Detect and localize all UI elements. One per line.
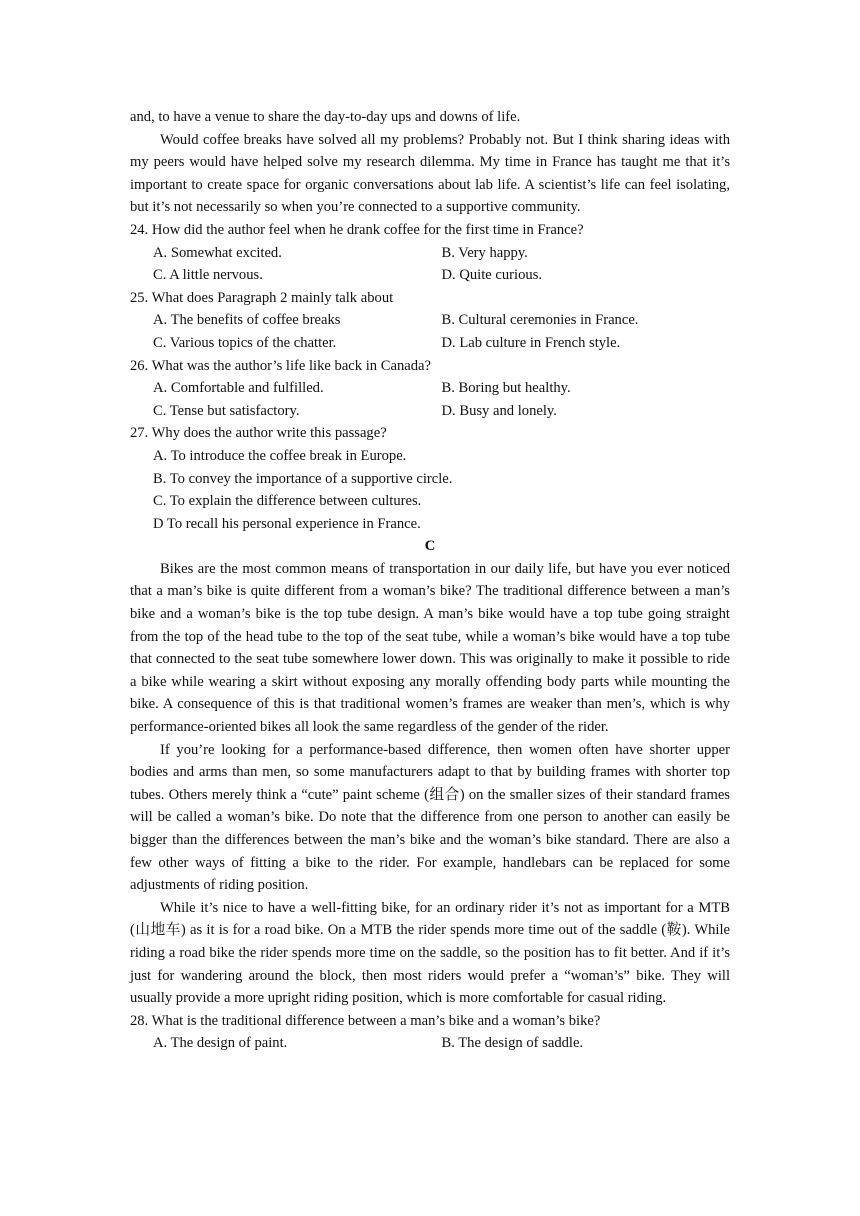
option-a[interactable]: A. Comfortable and fulfilled. [153, 380, 324, 397]
question-26 [130, 355, 730, 423]
option-b[interactable]: B. The design of saddle. [441, 1035, 584, 1052]
option-b[interactable]: B. Boring but healthy. [441, 380, 571, 397]
question-stem: 24. How did the author feel when he drank coffee for the first time in France? [130, 221, 584, 238]
question-27 [130, 422, 730, 535]
question-stem: 28. What is the traditional difference between a man’s bike and a woman’s bike? [130, 1012, 601, 1029]
passage-c-paragraph-2: If you’re looking for a performance-based difference, then women often have shorter upper bodies and arms than men, so some manufacturers adapt to that by building frames with shorter top tubes. Others merely think a “cute” paint scheme (组合) on the smaller sizes of their standard frames will be called a woman’s bike. Do note that the difference from one person to another can easily be bigger than the differences between the man’s bike and the woman’s bike standard. There are also a few other ways of fitting a bike to the rider. For example, handlebars can be replaced for some adjustments of riding position. [130, 741, 730, 894]
option-b[interactable]: B. To convey the importance of a supportive circle. [153, 470, 453, 487]
option-c[interactable]: C. A little nervous. [153, 267, 263, 284]
option-c[interactable]: C. Tense but satisfactory. [153, 402, 300, 419]
question-stem: 25. What does Paragraph 2 mainly talk about [130, 289, 394, 306]
option-b[interactable]: B. Cultural ceremonies in France. [441, 312, 639, 329]
passage-b-last-paragraph: Would coffee breaks have solved all my problems? Probably not. But I think sharing ideas with my peers would have helped solve my research dilemma. My time in France has taught me that it’s important to create space for organic conversations about lab life. A scientist’s life can feel isolating, but it’s not necessarily so when you’re connected to a supportive community. [130, 131, 730, 216]
option-a[interactable]: A. Somewhat excited. [153, 244, 282, 261]
page-content [130, 106, 730, 1055]
option-c[interactable]: C. To explain the difference between cultures. [153, 493, 422, 510]
option-a[interactable]: A. To introduce the coffee break in Europe. [153, 447, 407, 464]
option-d[interactable]: D To recall his personal experience in France. [153, 515, 421, 532]
option-d[interactable]: D. Lab culture in French style. [441, 334, 621, 351]
option-d[interactable]: D. Quite curious. [441, 267, 543, 284]
option-a[interactable]: A. The benefits of coffee breaks [153, 312, 341, 329]
section-heading: C [424, 538, 436, 555]
passage-c-paragraph-1: Bikes are the most common means of transportation in our daily life, but have you ever noticed that a man’s bike is quite different from a woman’s bike? The traditional difference between a man’s bike and a woman’s bike is the top tube design. A man’s bike would have a top tube going straight from the top of the head tube to the top of the seat tube, while a woman’s bike would have a top tube that connected to the seat tube somewhere lower down. This was originally to make it possible to ride a bike while wearing a skirt without exposing any morally offending body parts while mounting the bike. A consequence of this is that traditional women’s frames are weaker than men’s, which is why performance-oriented bikes all look the same regardless of the gender of the rider. [130, 560, 730, 736]
option-d[interactable]: D. Busy and lonely. [441, 402, 557, 419]
question-28 [130, 1010, 730, 1055]
option-b[interactable]: B. Very happy. [441, 244, 528, 261]
passage-b-paragraph-tail: and, to have a venue to share the day-to-day ups and downs of life. [130, 109, 521, 125]
option-c[interactable]: C. Various topics of the chatter. [153, 334, 337, 351]
passage-c-paragraph-3: While it’s nice to have a well-fitting bike, for an ordinary rider it’s not as important for a MTB (山地车) as it is for a road bike. On a MTB the rider spends more time out of the saddle (鞍). While riding a road bike the rider spends more time on the saddle, so the position has to fit better. And if it’s just for wandering around the block, then most riders would prefer a “woman’s” bike. They will usually provide a more upright riding position, which is more comfortable for casual riding. [130, 899, 730, 1007]
question-stem: 26. What was the author’s life like back in Canada? [130, 357, 431, 374]
question-24 [130, 219, 730, 287]
option-a[interactable]: A. The design of paint. [153, 1035, 288, 1052]
question-25 [130, 287, 730, 355]
question-stem: 27. Why does the author write this passage? [130, 425, 387, 442]
